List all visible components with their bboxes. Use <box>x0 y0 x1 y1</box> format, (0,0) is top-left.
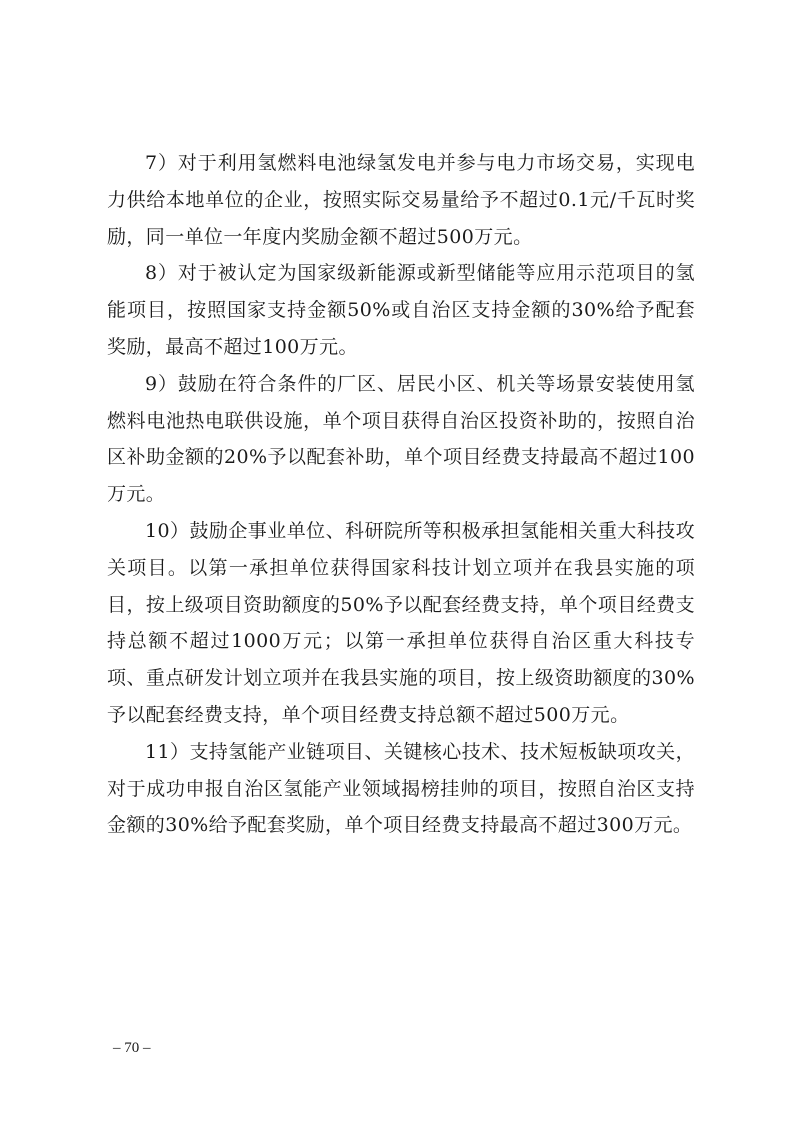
paragraph-item-8: 8）对于被认定为国家级新能源或新型储能等应用示范项目的氢能项目，按照国家支持金额50%或自治区支持金额的30%给予配套奖励，最高不超过100万元。 <box>107 262 695 358</box>
page-number: – 70 – <box>113 1040 151 1056</box>
document-body <box>107 145 695 844</box>
paragraph-item-7: 7）对于利用氢燃料电池绿氢发电并参与电力市场交易，实现电力供给本地单位的企业，按照实际交易量给予不超过0.1元/千瓦时奖励，同一单位一年度内奖励金额不超过500万元。 <box>107 152 695 248</box>
paragraph-item-10: 10）鼓励企事业单位、科研院所等积极承担氢能相关重大科技攻关项目。以第一承担单位获得国家科技计划立项并在我县实施的项目，按上级项目资助额度的50%予以配套经费支持，单个项目经费支持总额不超过1000万元；以第一承担单位获得自治区重大科技专项、重点研发计划立项并在我县实施的项目，按上级资助额度的30%予以配套经费支持，单个项目经费支持总额不超过500万元。 <box>107 519 695 726</box>
paragraph-item-9: 9）鼓励在符合条件的厂区、居民小区、机关等场景安装使用氢燃料电池热电联供设施，单个项目获得自治区投资补助的，按照自治区补助金额的20%予以配套补助，单个项目经费支持最高不超过100万元。 <box>107 372 695 506</box>
paragraph-item-11: 11）支持氢能产业链项目、关键核心技术、技术短板缺项攻关，对于成功申报自治区氢能产业领域揭榜挂帅的项目，按照自治区支持金额的30%给予配套奖励，单个项目经费支持最高不超过300万元。 <box>107 740 695 837</box>
